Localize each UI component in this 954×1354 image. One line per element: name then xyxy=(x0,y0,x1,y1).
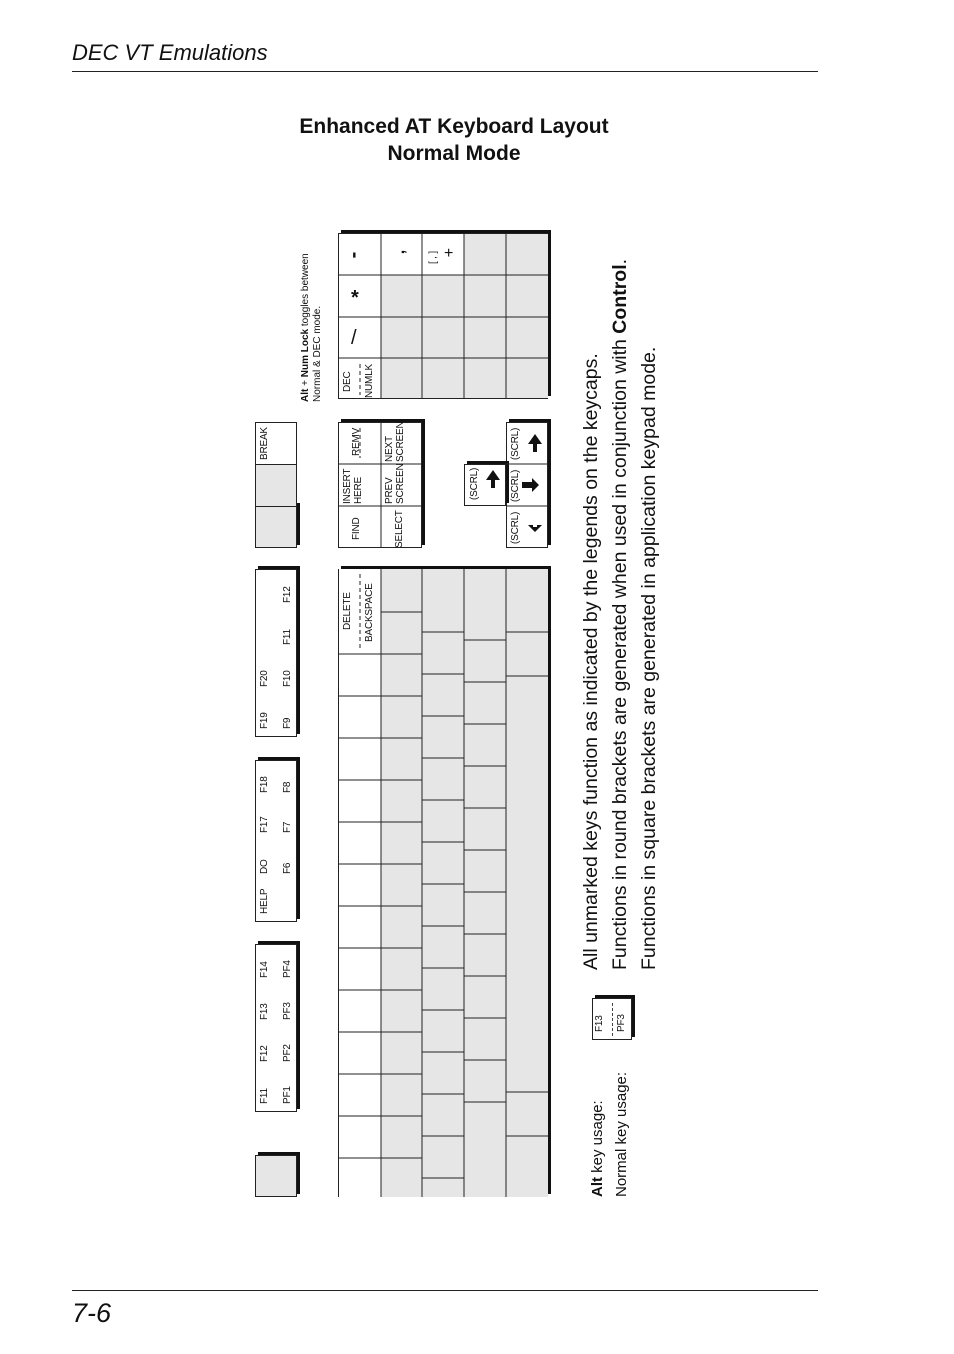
scrl-left-label: (SCRL) xyxy=(510,511,521,544)
legend-control: Control xyxy=(609,264,631,334)
function-key-bottom-label: PF1 xyxy=(282,1086,293,1104)
usage-sample-divider xyxy=(612,1003,613,1036)
break-key-label: BREAK xyxy=(259,427,270,460)
legend-line-3: Functions in square brackets are generated in application keypad mode. xyxy=(638,346,660,970)
function-key-top-label: F17 xyxy=(259,816,270,833)
function-key-bottom-label: F6 xyxy=(282,862,293,874)
alt-usage xyxy=(586,1072,610,1197)
note-toggles: toggles between xyxy=(300,253,311,329)
plus-label: + xyxy=(444,245,454,262)
function-key-bottom-label: PF2 xyxy=(282,1044,293,1062)
function-key-top-label: F14 xyxy=(259,961,270,978)
bracket-comma-label: [ , ] xyxy=(428,251,439,264)
scrl-up-label: (SCRL) xyxy=(469,467,480,500)
backspace-label: BACKSPACE xyxy=(364,583,375,642)
right-arrow-icon xyxy=(528,434,542,452)
scrl-down-label: (SCRL) xyxy=(510,469,521,502)
normal-usage: Normal key usage: xyxy=(613,1071,630,1197)
find-label: FIND xyxy=(351,517,362,540)
function-key-top-label: F18 xyxy=(259,775,270,793)
title-line-1: Enhanced AT Keyboard Layout xyxy=(299,115,609,138)
legend-period: . xyxy=(609,258,631,265)
function-key-top-label: F11 xyxy=(259,1088,270,1104)
function-key-top-label: HELP xyxy=(259,888,270,914)
dec-label: DEC xyxy=(342,371,353,392)
legend-line-2 xyxy=(606,259,635,970)
minus-label: - xyxy=(342,251,365,259)
numlock-note xyxy=(300,253,324,402)
numlk-label: NUMLK xyxy=(364,363,375,398)
legend-line-2-text: Functions in round brackets are generated when used in conjunction with xyxy=(609,333,631,970)
up-arrow-icon xyxy=(486,470,500,488)
remv-label: REMV xyxy=(351,427,362,456)
usage-alt-rest: key usage: xyxy=(589,1100,606,1177)
usage-alt: Alt xyxy=(589,1177,606,1197)
note-numlock: Num Lock xyxy=(300,328,311,378)
function-key-bottom-label: PF3 xyxy=(282,1002,293,1020)
star-label: * xyxy=(351,287,359,309)
function-key-top-label: DO xyxy=(259,858,270,874)
function-key-bottom-label: F7 xyxy=(282,821,293,833)
usage-sample-bottom: PF3 xyxy=(616,1014,627,1032)
function-key-bottom-label: F9 xyxy=(282,717,293,729)
left-arrow-icon xyxy=(528,525,542,532)
function-key-top-label: F19 xyxy=(259,712,270,729)
function-key-top-label: F13 xyxy=(259,1003,270,1020)
function-key-top-label: F20 xyxy=(259,670,270,687)
comma-label: , xyxy=(391,249,409,255)
delete-label: DELETE xyxy=(342,592,353,630)
function-key-bottom-label: F8 xyxy=(282,781,293,793)
function-key-bottom-label: F11 xyxy=(282,629,293,645)
legend-line-1: All unmarked keys function as indicated by the legends on the keycaps. xyxy=(580,353,602,970)
slash-label: / xyxy=(351,327,357,349)
scrl-right-label: (SCRL) xyxy=(510,427,521,460)
title-line-2: Normal Mode xyxy=(387,142,521,165)
insert-here-label: INSERT HERE xyxy=(342,468,364,504)
function-key-top-label: F12 xyxy=(259,1045,270,1062)
prev-screen-label: PREV SCREEN xyxy=(384,463,406,504)
note-plus: + xyxy=(300,377,311,389)
legend-notes xyxy=(577,259,664,970)
function-key-bottom-label: PF4 xyxy=(282,960,293,978)
function-key-bottom-label: F10 xyxy=(282,670,293,687)
usage-sample-top: F13 xyxy=(594,1015,605,1032)
footer-rule xyxy=(72,1290,818,1291)
function-key-bottom-label: F12 xyxy=(282,586,293,603)
down-arrow-icon xyxy=(522,478,539,492)
note-line-2: Normal & DEC mode. xyxy=(312,305,323,402)
key-usage-legend xyxy=(586,1072,634,1197)
select-label: SELECT xyxy=(394,510,405,548)
next-screen-label: NEXT SCREEN xyxy=(384,421,406,462)
page-number: 7-6 xyxy=(72,1298,112,1328)
page-header-title: DEC VT Emulations xyxy=(72,40,268,65)
note-alt: Alt xyxy=(300,388,311,402)
